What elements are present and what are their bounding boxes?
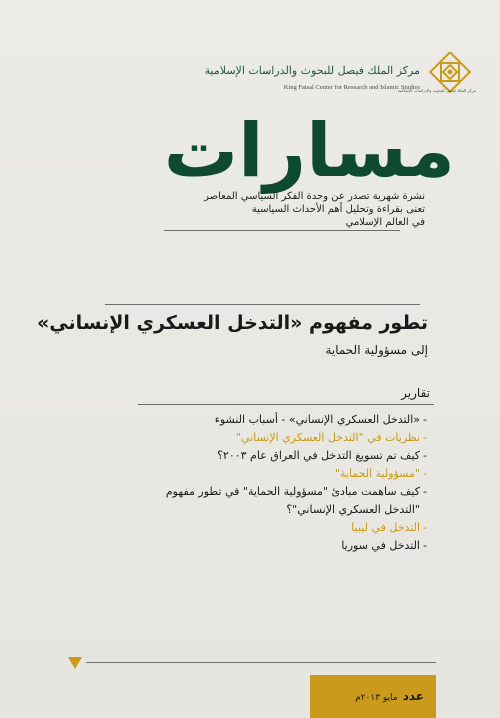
issue-date: مايو ٢٠١٣م [355, 693, 398, 703]
report-item: -كيف تم تسويغ التدخل في العراق عام ٢٠٠٣؟ [217, 449, 427, 462]
institution-name-ar: مركز الملك فيصل للبحوث والدراسات الإسلامية [204, 64, 420, 77]
issue-badge [310, 675, 436, 718]
kfcris-emblem-icon [426, 52, 476, 108]
report-item: -التدخل في ليبيا [351, 521, 427, 534]
report-item: -نظريات في "التدخل العسكري الإنساني" [235, 431, 427, 444]
divider [105, 304, 420, 305]
issue-label: عدد [402, 689, 424, 703]
tagline-line: في العالم الإسلامي [345, 217, 425, 228]
report-item: -كيف ساهمت مبادئ "مسؤولية الحماية" في تطور مفهوم [165, 485, 427, 498]
divider [86, 662, 436, 663]
masthead-title: مسارات [163, 108, 455, 194]
report-item-continuation: "التدخل العسكري الإنساني"؟ [286, 503, 420, 516]
tagline-line: نشرة شهرية تصدر عن وحدة الفكر السياسي المعاصر [204, 191, 425, 202]
tagline-line: تعنى بقراءة وتحليل أهم الأحداث السياسية [251, 204, 425, 215]
report-item: -التدخل في سوريا [341, 539, 427, 552]
divider [138, 404, 434, 405]
feature-headline: تطور مفهوم «التدخل العسكري الإنساني» [37, 312, 428, 334]
divider [164, 230, 400, 231]
report-item: -"مسؤولية الحماية" [334, 467, 427, 480]
masthead-tagline [195, 190, 425, 229]
reports-list [140, 411, 430, 555]
issue-text [314, 685, 424, 704]
feature-subheadline: إلى مسؤولية الحماية [325, 343, 428, 357]
institution-name-en: King Faisal Center for Research and Islamic Studies [283, 84, 420, 91]
logo-caption: مركز الملك فيصل للبحوث والدراسات الإسلامية [397, 88, 476, 93]
reports-section-label: تقارير [401, 386, 430, 400]
report-item: -«التدخل العسكري الإنساني» - أسباب النشوء [214, 413, 427, 426]
triangle-down-icon [68, 657, 82, 669]
